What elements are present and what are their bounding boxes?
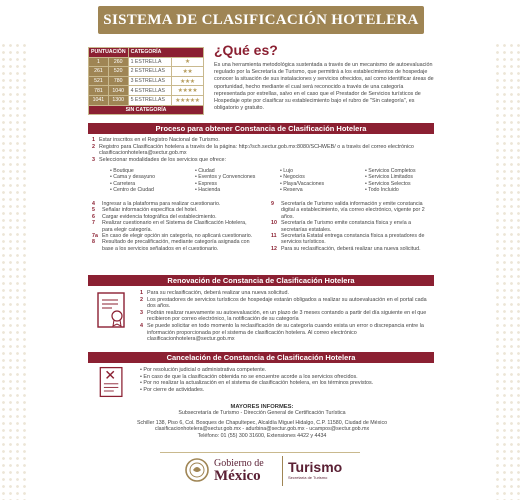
proceso-steps-columns (92, 201, 434, 252)
list-item (271, 201, 434, 220)
stars-icon: ★★★★★ (171, 95, 203, 105)
step-text: Secretaría de Turismo valida información y emite constancia digital a establecimiento, vía correo electrónico, vigente por 2 años. (281, 201, 425, 220)
step-text: Secretaría de Turismo emite constancia física y envía a secretarías estatales. (281, 220, 412, 233)
modalidad-item: • Reserva (280, 186, 303, 193)
header-banner (98, 6, 424, 34)
step-text: Secretaría Estatal entrega constancia física a prestadores de servicios turísticos. (281, 233, 425, 246)
score-min: 1 (89, 57, 109, 67)
section-bar-cancelacion (88, 352, 434, 363)
modalidad-item: • Carretera (110, 180, 136, 187)
modalidad-item: • Eventos y Convenciones (195, 174, 256, 181)
step-number: 3 (140, 309, 143, 316)
list-item (140, 310, 432, 323)
footer-divider (160, 452, 360, 453)
list-item (92, 157, 432, 164)
score-max: 1300 (108, 95, 128, 105)
step-number: 12 (271, 245, 277, 252)
score-max: 1040 (108, 86, 128, 96)
modalidad-item: • Playa/Vacaciones (280, 180, 325, 187)
list-item: • Por cierre de actividades. (140, 386, 205, 393)
step-text: Realizar cuestionario en el Sistema de Clasificación Hotelera, para elegir categoría. (102, 220, 247, 233)
decorative-pattern-left (0, 0, 28, 500)
step-number: 5 (92, 207, 95, 214)
step-number: 10 (271, 220, 277, 227)
score-table (88, 47, 204, 115)
contact-line: clasificacionhotelera@sectur.gob.mx - adurbina@sectur.gob.mx - ucampos@sectur.gob.mx (154, 426, 370, 433)
list-item: • Por no realizar la actualización en el sistema de clasificación hotelera, en los términos previstos. (140, 380, 374, 387)
certificate-icon (92, 290, 132, 330)
category-label: 3 ESTRELLAS (128, 76, 171, 86)
mexico-label: México (214, 468, 261, 484)
cancelacion-items (140, 367, 432, 393)
list-item (140, 297, 432, 310)
page-title: SISTEMA DE CLASIFICACIÓN HOTELERA (103, 11, 419, 28)
step-text: Registro para Clasificación hotelera a través de la página: http://sch.sectur.gob.mx:8080/SCHWEB/ o a través del correo electrónico clasificacionhotelera@sectur.gob.mx (99, 143, 414, 157)
section-title: Cancelación de Constancia de Clasificación Hotelera (166, 353, 356, 362)
proceso-steps-top (92, 137, 432, 163)
contact-heading: MAYORES INFORMES: (230, 404, 294, 410)
score-max: 780 (108, 76, 128, 86)
score-min: 261 (89, 67, 109, 77)
table-row (89, 67, 204, 77)
step-text: Estar inscritos en el Registro Nacional de Turismo. (99, 137, 220, 143)
table-footer: SIN CATEGORÍA (89, 105, 204, 115)
step-number: 8 (92, 239, 95, 246)
gobierno-text (214, 458, 264, 482)
section-title: Renovación de Constancia de Clasificación Hotelera (167, 276, 355, 285)
table-header-category: CATEGORÍA (128, 48, 203, 58)
section-bar-proceso (88, 123, 434, 134)
modalidad-item: • Servicios Completos (365, 168, 416, 174)
cancel-document-icon (92, 364, 132, 400)
category-label: 4 ESTRELLAS (128, 86, 171, 96)
que-es-title: ¿Qué es? (214, 42, 278, 58)
list-item (271, 246, 434, 252)
step-text: Se puede solicitar en todo momento la reclasificación de su categoría cuando exista un error o discrepancia entre la información proporcionada por el sistema de clasificación hotelera. Al correo electrónico clasificacionhotelera@sectur.gob.mx (147, 322, 424, 343)
step-number: 1 (140, 290, 143, 296)
list-item (92, 137, 432, 144)
secretaria-label: Secretaría de Turismo (288, 475, 328, 480)
step-text: Cargar evidencia fotográfica del establecimiento. (102, 213, 217, 220)
score-min: 1041 (89, 95, 109, 105)
step-text: Podrán realizar nuevamente su autoevaluación, en un plazo de 3 meses contando a partir del día siguiente en el que recibieron por correo electrónico, la notificación de su categoría (147, 309, 427, 323)
step-number: 7a (92, 233, 98, 240)
list-item (92, 220, 255, 233)
step-number: 6 (92, 213, 95, 220)
section-bar-renovacion (88, 275, 434, 286)
table-row (89, 95, 204, 105)
modalidad-item: • Centro de Ciudad (110, 186, 154, 193)
modalidad-item: • Boutique (110, 168, 134, 174)
step-number: 3 (92, 156, 95, 163)
gobierno-logo (184, 455, 264, 485)
step-text: Ingresar a la plataforma para realizar cuestionario. (102, 201, 221, 207)
table-row (89, 86, 204, 96)
modalidad-item: • Negocios (280, 174, 305, 181)
list-item (271, 220, 434, 233)
stars-icon: ★ (171, 57, 203, 67)
stars-icon: ★★★★ (171, 86, 203, 96)
stars-icon: ★★ (171, 67, 203, 77)
list-item (140, 323, 432, 343)
step-text: En caso de elegir opción sin categoría, no aplicará cuestionario. (102, 233, 253, 240)
turismo-label: Turismo (288, 459, 343, 475)
score-min: 781 (89, 86, 109, 96)
category-label: 2 ESTRELLAS (128, 67, 171, 77)
step-text: Resultado de precalificación, mediante categoría asignada con base a los servicios señalados en el cuestionario. (102, 239, 250, 252)
step-number: 4 (92, 201, 95, 207)
table-row (89, 76, 204, 86)
table-footer-row (89, 105, 204, 115)
gobierno-label: Gobierno de (214, 458, 264, 469)
list-item (92, 239, 255, 252)
contact-line: Subsecretaría de Turismo - Dirección General de Certificación Turística (178, 410, 346, 417)
category-label: 5 ESTRELLAS (128, 95, 171, 105)
coat-of-arms-icon (184, 455, 210, 485)
contact-line: Teléfono: 01 (55) 300 31600, Extensiones 4422 y 4434 (197, 432, 327, 439)
stars-icon: ★★★ (171, 76, 203, 86)
modalidad-item: • Servicios Selectos (365, 180, 411, 187)
step-text: Para su reclasificación, deberá realizar una nueva solicitud. (147, 290, 290, 296)
step-number: 4 (140, 322, 143, 329)
step-number: 2 (92, 143, 95, 150)
step-text: Señalar información específica del hotel. (102, 207, 198, 214)
step-number: 9 (271, 201, 274, 207)
score-max: 520 (108, 67, 128, 77)
list-item (92, 144, 432, 157)
table-header-row (89, 48, 204, 58)
step-number: 1 (92, 137, 95, 143)
logo-divider (282, 456, 283, 486)
steps-left-column (92, 201, 255, 252)
contact-line: Schiller 138, Piso 6, Col. Bosques de Chapultepec, Alcaldía Miguel Hidalgo, C.P. 11580, Ciudad de México (136, 419, 388, 426)
step-text: Seleccionar modalidades de los servicios que ofrece: (99, 156, 227, 163)
modalidades-grid (110, 168, 430, 193)
modalidad-item: • Ciudad (195, 168, 215, 174)
turismo-logo (288, 459, 342, 480)
que-es-text: Es una herramienta metodológica sustentada a través de un mecanismo de autoevaluación regulado por la Secretaría de Turismo, que permitirá a los establecimientos de hospedaje conocer la situación de sus instalaciones y servicios ofrecidos, así como identificar áreas de oportunidad, hecho mediante el cual será reconocido a través de una categoría representada por estrellas, salvo en el caso que el Prestador de Servicios turísticos de Hospedaje opte por clasificar su establecimiento bajo el rubro de "Sin categoría", es obligatorio y gratuito. (214, 62, 434, 112)
list-item: • En caso de que la clasificación obtenida no se encuentre acorde a los servicios ofrecidos. (140, 373, 358, 380)
modalidad-item: • Todo Incluido (365, 186, 399, 193)
step-number: 2 (140, 296, 143, 303)
table-row (89, 57, 204, 67)
modalidad-item: • Hacienda (195, 186, 221, 193)
step-number: 7 (92, 220, 95, 227)
modalidad-item: • Express (195, 180, 217, 187)
step-number: 11 (271, 233, 277, 240)
decorative-pattern-right (494, 0, 522, 500)
modalidad-item: • Servicios Limitados (365, 174, 413, 181)
score-min: 521 (89, 76, 109, 86)
list-item (140, 290, 432, 297)
step-text: Los prestadores de servicios turísticos de hospedaje estarán obligados a realizar su autoevaluación en el portal cada dos años. (147, 296, 427, 310)
section-title: Proceso para obtener Constancia de Clasificación Hotelera (155, 124, 367, 133)
step-text: Para su reclasificación, deberá realizar una nueva solicitud. (281, 245, 421, 252)
renovacion-steps (140, 290, 432, 343)
table-header-score: PUNTUACIÓN (89, 48, 129, 58)
score-max: 260 (108, 57, 128, 67)
category-label: 1 ESTRELLA (128, 57, 171, 67)
header (0, 0, 522, 40)
steps-right-column (271, 201, 434, 252)
contact-info (120, 404, 404, 439)
list-item: • Por resolución judicial o administrativa competente. (140, 367, 267, 373)
modalidad-item: • Cama y desayuno (110, 174, 156, 181)
modalidad-item: • Lujo (280, 168, 294, 174)
list-item (271, 233, 434, 246)
